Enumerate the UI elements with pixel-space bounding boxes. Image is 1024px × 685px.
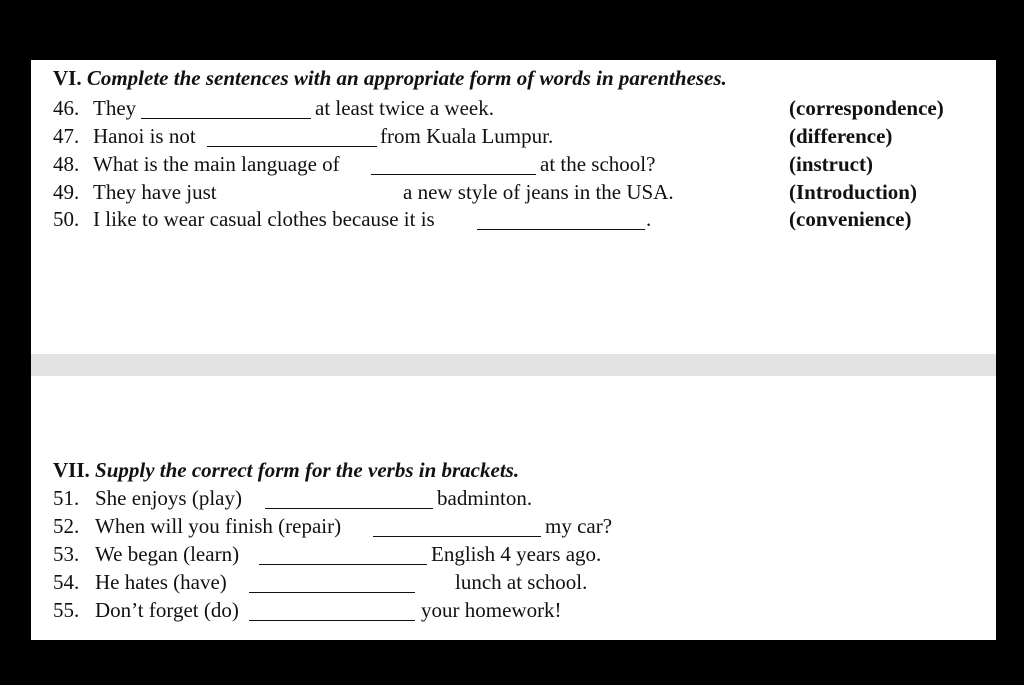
answer-blank[interactable] <box>259 542 427 565</box>
sentence-start: What is the main language of <box>93 152 340 176</box>
word-hint-46: (correspondence) <box>789 96 944 120</box>
item-number: 46. <box>53 96 80 120</box>
answer-blank[interactable] <box>477 207 645 230</box>
sentence-end: badminton. <box>437 486 533 510</box>
item-number: 49. <box>53 180 80 204</box>
answer-blank[interactable] <box>249 570 415 593</box>
sentence-end: at the school? <box>540 152 656 176</box>
section-heading-vii <box>53 458 519 483</box>
sentence-end: your homework! <box>421 598 562 622</box>
answer-blank[interactable] <box>141 96 311 119</box>
sentence-end: English 4 years ago. <box>431 542 602 566</box>
sentence-start: I like to wear casual clothes because it is <box>93 207 435 231</box>
word-hint-49: (Introduction) <box>789 180 917 204</box>
item-number: 50. <box>53 207 80 231</box>
word-hint-47: (difference) <box>789 124 893 148</box>
word-hint-48: (instruct) <box>789 152 873 176</box>
item-number: 47. <box>53 124 80 148</box>
worksheet-page-top <box>31 60 996 354</box>
answer-blank[interactable] <box>249 598 415 621</box>
sentence-end: a new style of jeans in the USA. <box>403 180 674 204</box>
sentence-start: He hates (have) <box>95 570 227 594</box>
sentence-end: from Kuala Lumpur. <box>380 124 554 148</box>
sentence-start: They have just <box>93 180 217 204</box>
sentence-end: at least twice a week. <box>315 96 494 120</box>
item-number: 51. <box>53 486 80 510</box>
answer-blank[interactable] <box>207 124 377 147</box>
section-heading-vi <box>53 66 727 91</box>
item-number: 55. <box>53 598 80 622</box>
sentence-start: They <box>93 96 137 120</box>
sentence-start: When will you finish (repair) <box>95 514 342 538</box>
answer-blank[interactable] <box>265 486 433 509</box>
answer-blank[interactable] <box>371 152 536 175</box>
sentence-end: my car? <box>545 514 613 538</box>
sentence-start: Don’t forget (do) <box>95 598 239 622</box>
word-hint-50: (convenience) <box>789 207 912 231</box>
section-instruction: Complete the sentences with an appropriate form of words in parentheses. <box>86 66 727 90</box>
page-separator <box>31 354 996 376</box>
section-number: VII. <box>53 458 90 482</box>
item-number: 48. <box>53 152 80 176</box>
section-instruction: Supply the correct form for the verbs in brackets. <box>95 458 520 482</box>
item-number: 52. <box>53 514 80 538</box>
sentence-start: We began (learn) <box>95 542 240 566</box>
item-number: 53. <box>53 542 80 566</box>
section-number: VI. <box>53 66 82 90</box>
sentence-end: . <box>646 207 652 231</box>
item-number: 54. <box>53 570 80 594</box>
sentence-start: She enjoys (play) <box>95 486 242 510</box>
worksheet-page-bottom <box>31 376 996 640</box>
sentence-start: Hanoi is not <box>93 124 196 148</box>
answer-blank[interactable] <box>373 514 541 537</box>
sentence-end: lunch at school. <box>455 570 588 594</box>
